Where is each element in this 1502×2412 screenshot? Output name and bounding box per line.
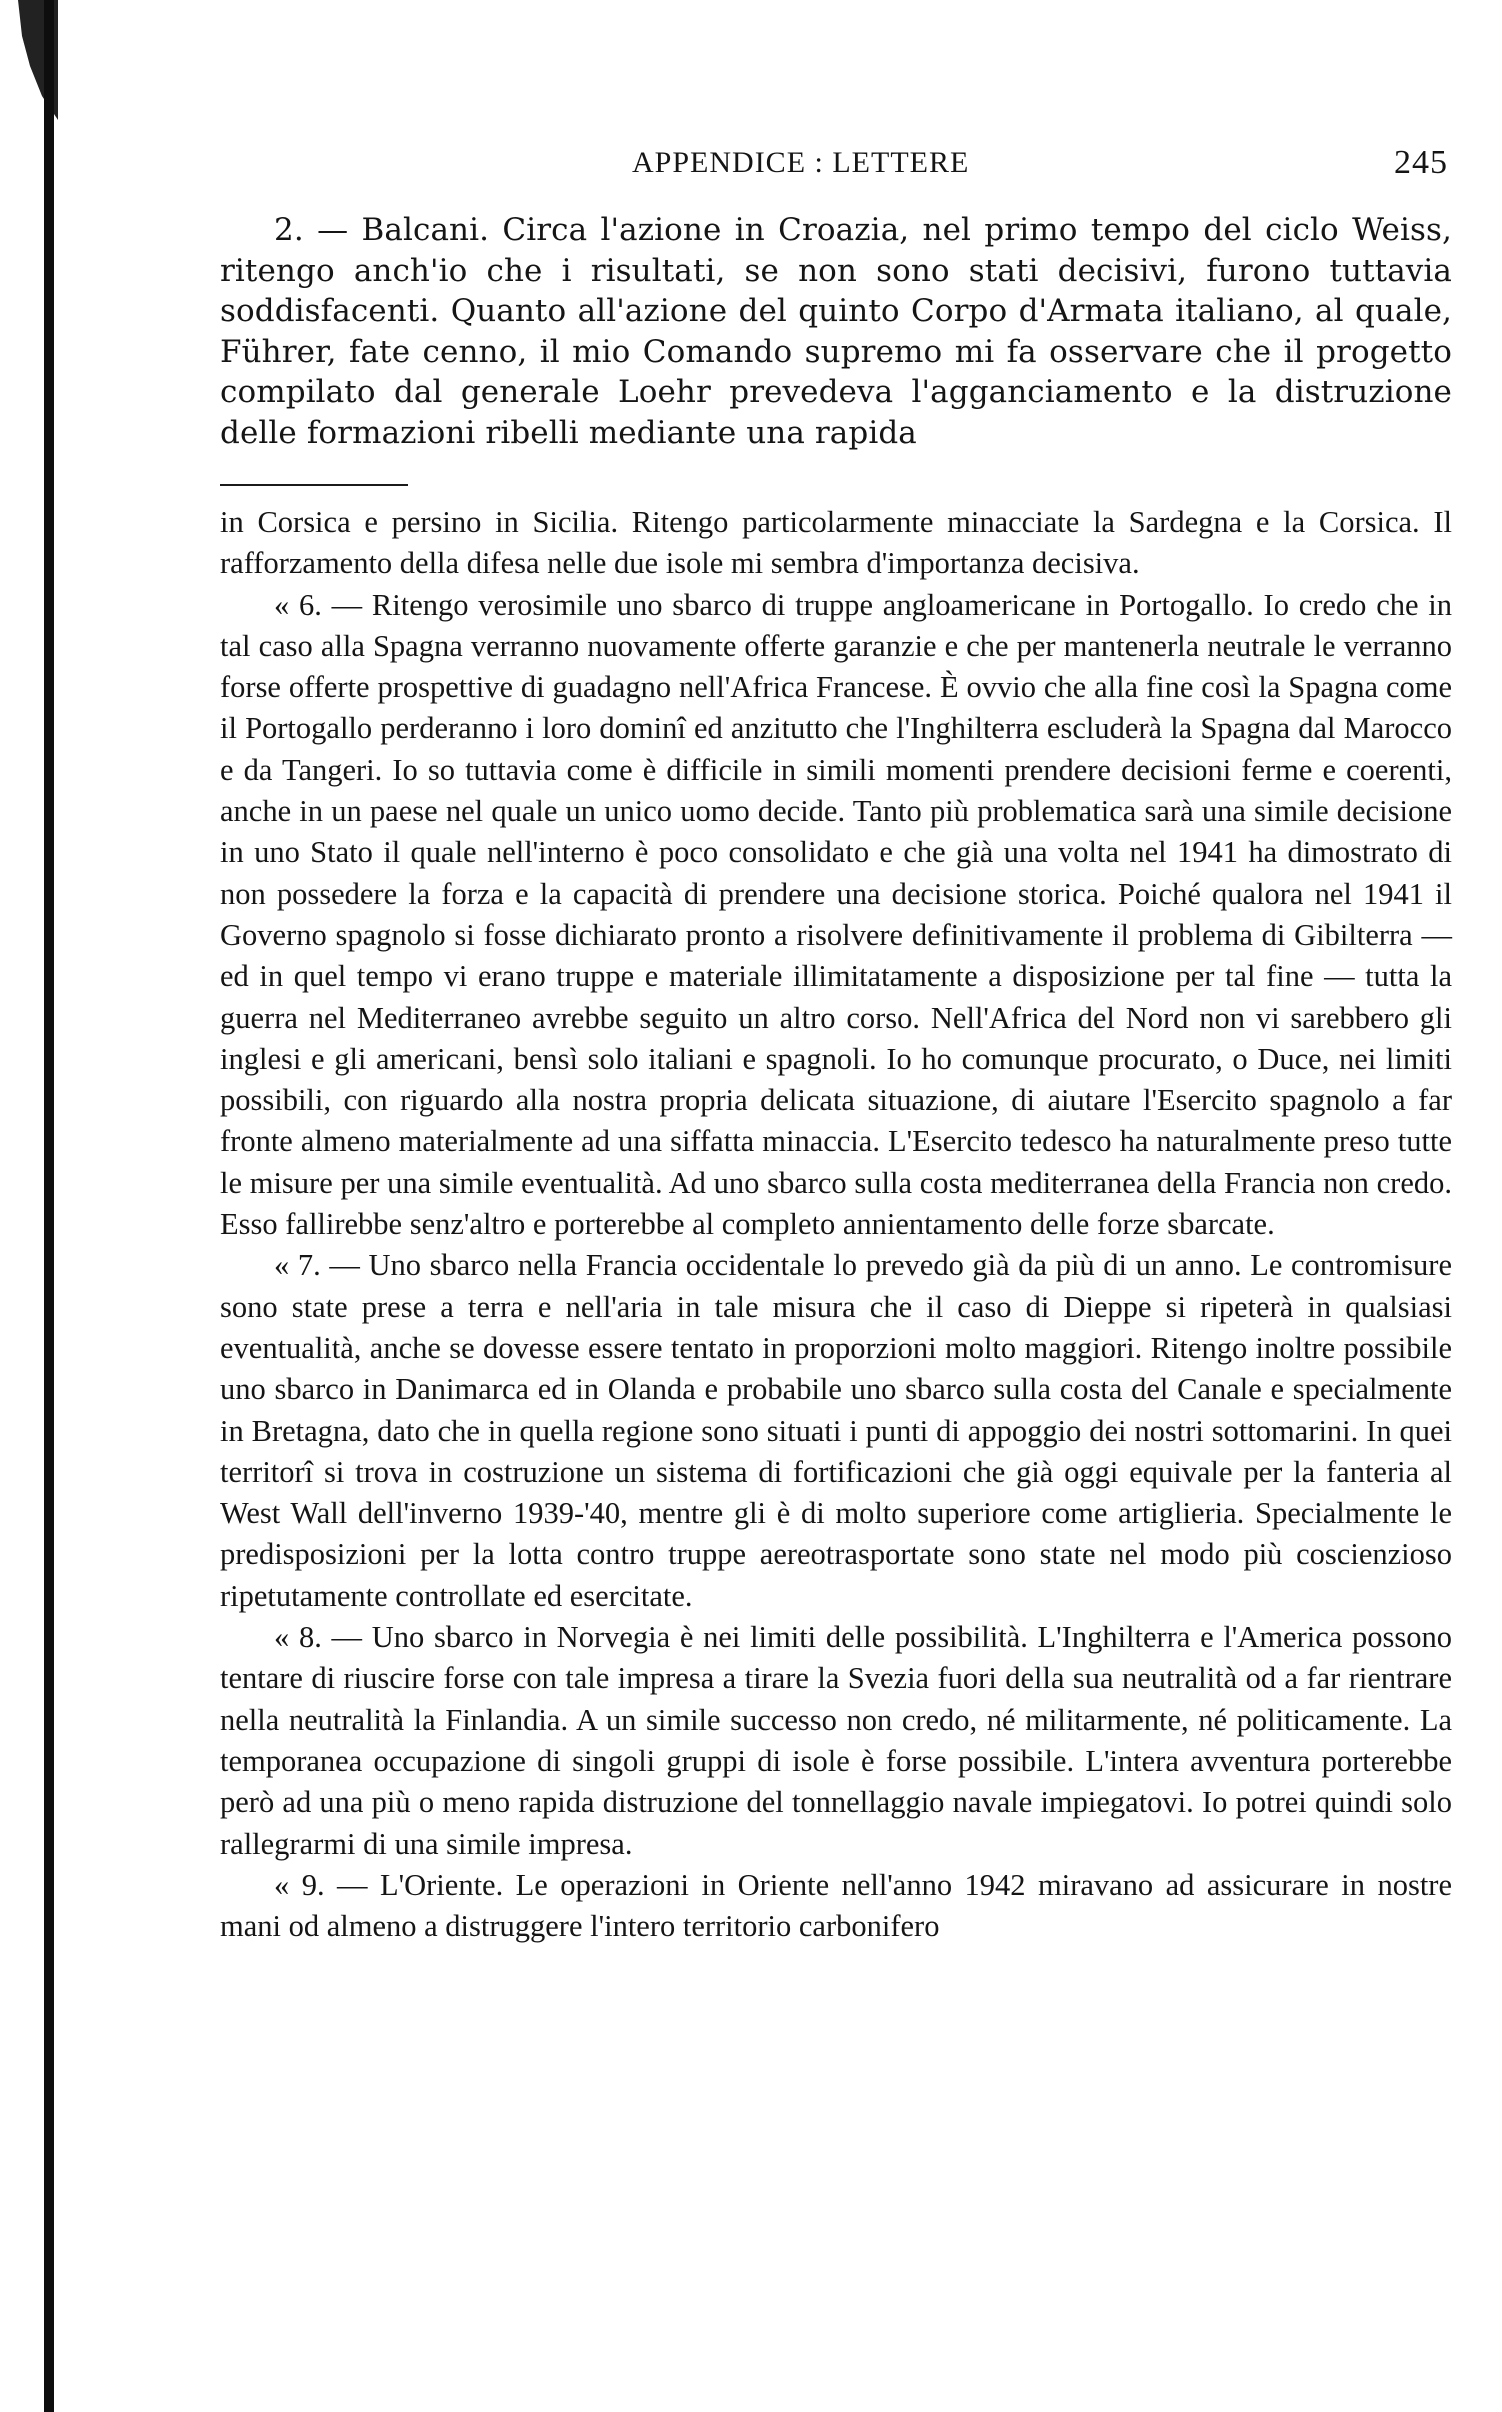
running-head [220, 140, 1452, 190]
notes-section [220, 502, 1452, 1947]
note-paragraph-7: « 7. — Uno sbarco nella Francia occidentale lo prevedo già da più di un anno. Le contromisure sono state prese a terra e nell'aria in tale misura che il caso di Dieppe si ripeterà in qualsiasi eventualità, anche se dovesse essere tentato in proporzioni molto maggiori. Ritengo inoltre possibile uno sbarco in Danimarca ed in Olanda e probabile uno sbarco sulla costa del Canale e specialmente in Bretagna, dato che in quella regione sono situati i punti di appoggio dei nostri sottomarini. In quei territorî si trova in costruzione un sistema di fortificazioni che già oggi equivale per la fanteria al West Wall dell'inverno 1939-'40, mentre gli è di molto superiore come artiglieria. Specialmente le predisposizioni per la lotta contro truppe aereotrasportate sono state nel modo più coscienzioso ripetutamente controllate ed esercitate. [220, 1248, 1452, 1613]
note-paragraph-continuation: in Corsica e persino in Sicilia. Ritengo particolarmente minacciate la Sardegna e la Corsica. Il rafforzamento della difesa nelle due isole mi sembra d'importanza decisiva. [220, 505, 1452, 581]
running-title: APPENDICE : LETTERE [632, 146, 970, 179]
note-paragraph-9: « 9. — L'Oriente. Le operazioni in Oriente nell'anno 1942 miravano ad assicurare in nostre mani od almeno a distruggere l'intero territorio carbonifero [220, 1867, 1452, 1944]
binding-edge [44, 0, 54, 2412]
note-paragraph-6: « 6. — Ritengo verosimile uno sbarco di truppe angloamericane in Portogallo. Io credo che in tal caso alla Spagna verranno nuovamente offerte garanzie e che per mantenerla neutrale le verranno forse offerte prospettive di guadagno nell'Africa Francese. È ovvio che alla fine così la Spagna come il Portogallo perderanno i loro dominî ed anzitutto che l'Inghilterra escluderà la Spagna dal Marocco e da Tangeri. Io so tuttavia come è difficile in simili momenti prendere decisioni ferme e coerenti, anche in un paese nel quale un unico uomo decide. Tanto più problematica sarà una simile decisione in uno Stato il quale nell'interno è poco consolidato e che già una volta nel 1941 ha dimostrato di non possedere la forza e la capacità di prendere una decisione storica. Poiché qualora nel 1941 il Governo spagnolo si fosse dichiarato pronto a risolvere definitivamente il problema di Gibilterra — ed in quel tempo vi erano truppe e materiale illimitatamente a disposizione per tal fine — tutta la guerra nel Mediterraneo avrebbe seguito un altro corso. Nell'Africa del Nord non vi sarebbero gli inglesi e gli americani, bensì solo italiani e spagnoli. Io ho comunque procurato, o Duce, nei limiti possibili, con riguardo alla nostra propria delicata situazione, di aiutare l'Esercito spagnolo a far fronte almeno materialmente ad una siffatta minaccia. L'Esercito tedesco ha naturalmente preso tutte le misure per una simile eventualità. Ad uno sbarco sulla costa mediterranea della Francia non credo. Esso fallirebbe senz'altro e porterebbe al completo annientamento delle forze sbarcate. [220, 587, 1452, 1242]
footnote-separator [220, 484, 408, 486]
page-number: 245 [1394, 144, 1448, 181]
book-page [220, 140, 1452, 1947]
letter-paragraph: 2. — Balcani. Circa l'azione in Croazia, nel primo tempo del ciclo Weiss, ritengo anch'io che i risultati, se non sono stati decisivi, furono tuttavia soddisfacenti. Quanto all'azione del quinto Corpo d'Armata italiano, al quale, Führer, fate cenno, il mio Comando supremo mi fa osservare che il progetto compilato dal generale Loehr prevedeva l'agganciamento e la distruzione delle formazioni ribelli mediante una rapida [220, 212, 1452, 451]
note-paragraph-8: « 8. — Uno sbarco in Norvegia è nei limiti delle possibilità. L'Inghilterra e l'America possono tentare di riuscire forse con tale impresa a tirare la Svezia fuori della sua neutralità od a far rientrare nella neutralità la Finlandia. A un simile successo non credo, né militarmente, né politicamente. La temporanea occupazione di singoli gruppi di isole è forse possibile. L'intera avventura porterebbe però ad una più o meno rapida distruzione del tonnellaggio navale impiegatovi. Io potrei quindi solo rallegrarmi di una simile impresa. [220, 1620, 1452, 1861]
